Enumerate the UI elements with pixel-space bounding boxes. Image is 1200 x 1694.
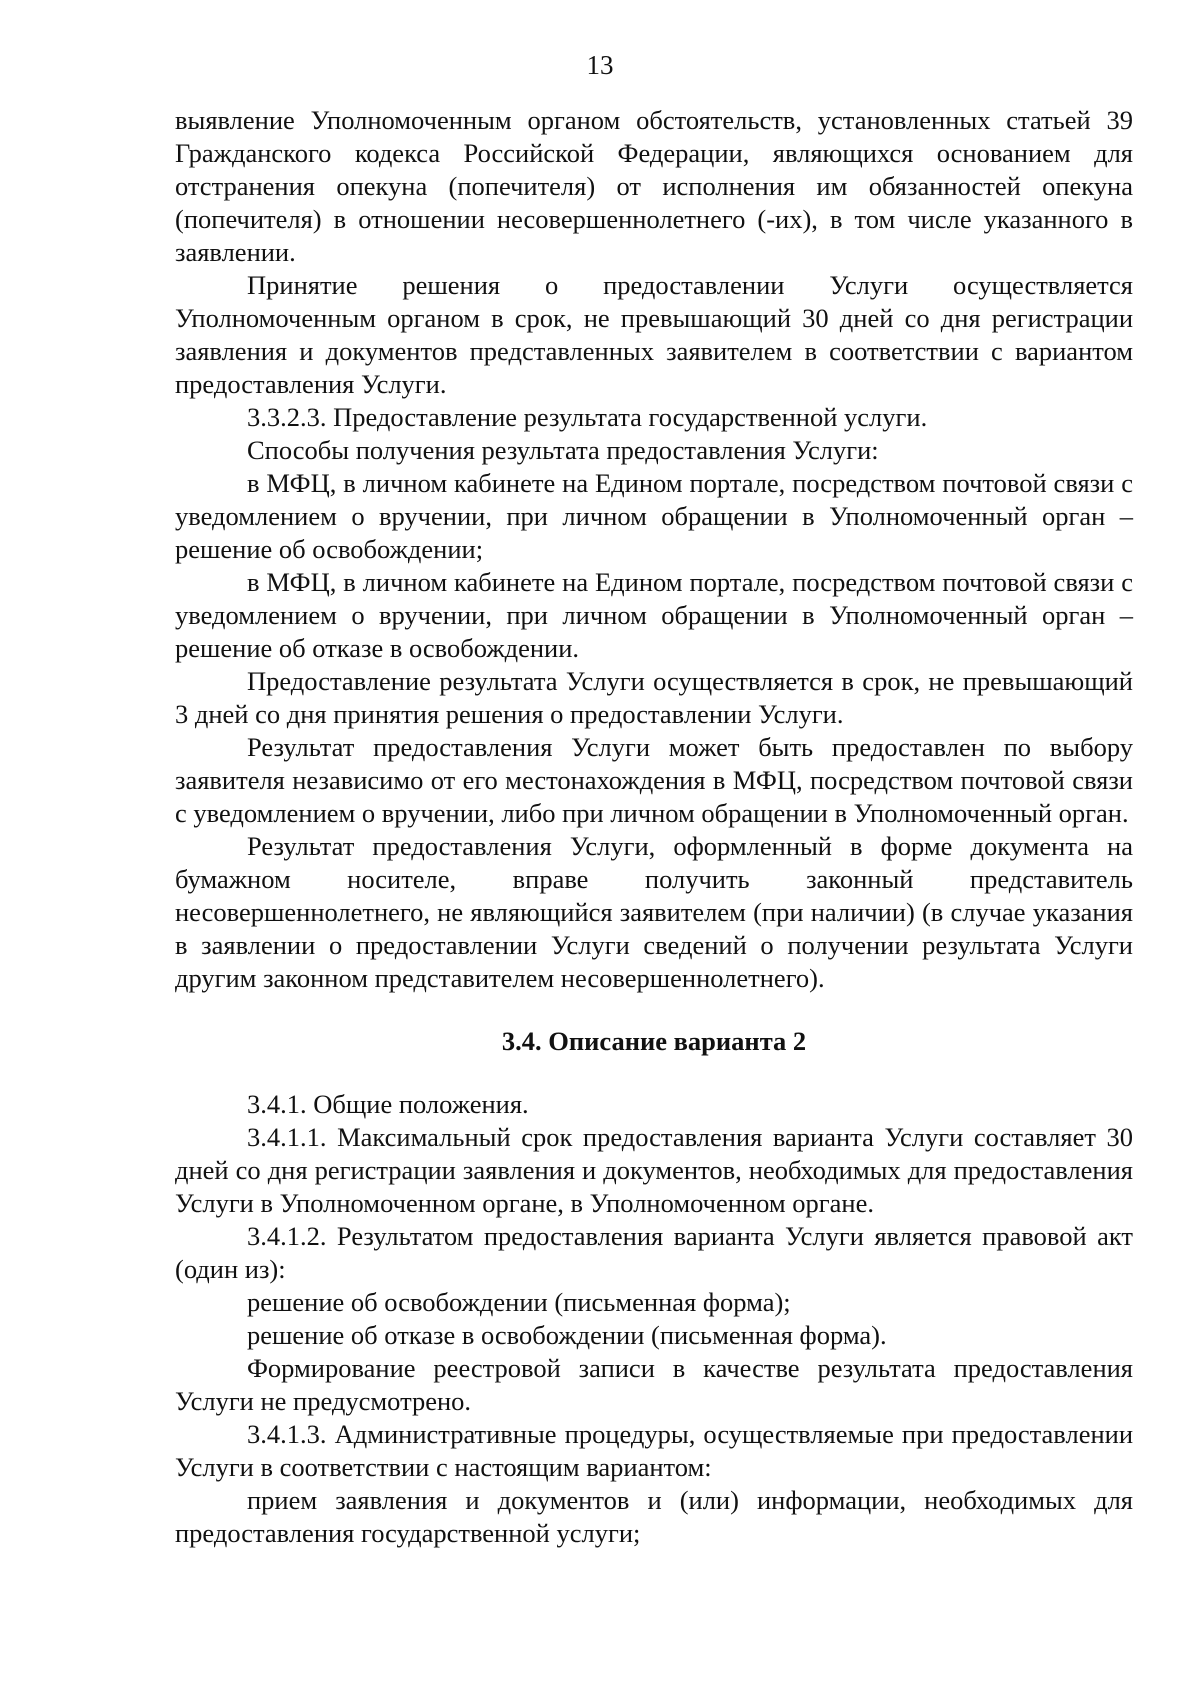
paragraph: 3.3.2.3. Предоставление результата государственной услуги. [247, 402, 928, 432]
paragraph: Принятие решения о предоставлении Услуги осуществляется Уполномоченным органом в срок, не превышающий 30 дней со дня регистрации заявления и документов представленных заявителем в соответствии с вариантом предоставления Услуги. [175, 270, 1133, 399]
paragraph: 3.4.1.1. Максимальный срок предоставления варианта Услуги составляет 30 дней со дня регистрации заявления и документов, необходимых для предоставления Услуги в Уполномоченном органе, в Уполномоченном органе. [175, 1122, 1133, 1218]
paragraph: решение об освобождении (письменная форма); [247, 1287, 791, 1317]
paragraph: в МФЦ, в личном кабинете на Едином портале, посредством почтовой связи с уведомлением о вручении, при личном обращении в Уполномоченный орган – решение об освобождении; [175, 468, 1133, 564]
paragraph: Способы получения результата предоставления Услуги: [247, 435, 879, 465]
paragraph: Формирование реестровой записи в качестве результата предоставления Услуги не предусмотрено. [175, 1353, 1133, 1416]
paragraph: в МФЦ, в личном кабинете на Едином портале, посредством почтовой связи с уведомлением о вручении, при личном обращении в Уполномоченный орган – решение об отказе в освобождении. [175, 567, 1133, 663]
section-heading: 3.4. Описание варианта 2 [501, 1026, 807, 1056]
paragraph: Результат предоставления Услуги, оформленный в форме документа на бумажном носителе, вправе получить законный представитель несовершеннолетнего, не являющийся заявителем (при наличии) (в случае указания в заявлении о предоставлении Услуги сведений о получении результата Услуги другим законном представителем несовершеннолетнего). [175, 831, 1133, 993]
paragraph: решение об отказе в освобождении (письменная форма). [247, 1320, 887, 1350]
paragraph: Результат предоставления Услуги может быть предоставлен по выбору заявителя независимо от его местонахождения в МФЦ, посредством почтовой связи с уведомлением о вручении, либо при личном обращении в Уполномоченный орган. [175, 732, 1133, 828]
document-body [175, 104, 1133, 1550]
paragraph: 3.4.1.2. Результатом предоставления варианта Услуги является правовой акт (один из): [175, 1221, 1133, 1284]
paragraph: Предоставление результата Услуги осуществляется в срок, не превышающий 3 дней со дня принятия решения о предоставлении Услуги. [175, 666, 1133, 729]
page-number: 13 [586, 50, 614, 80]
paragraph: прием заявления и документов и (или) информации, необходимых для предоставления государственной услуги; [175, 1485, 1133, 1548]
paragraph: 3.4.1.3. Административные процедуры, осуществляемые при предоставлении Услуги в соответствии с настоящим вариантом: [175, 1419, 1133, 1482]
paragraph: 3.4.1. Общие положения. [247, 1089, 529, 1119]
paragraph: выявление Уполномоченным органом обстоятельств, установленных статьей 39 Гражданского кодекса Российской Федерации, являющихся основанием для отстранения опекуна (попечителя) от исполнения им обязанностей опекуна (попечителя) в отношении несовершеннолетнего (-их), в том числе указанного в заявлении. [175, 105, 1133, 267]
